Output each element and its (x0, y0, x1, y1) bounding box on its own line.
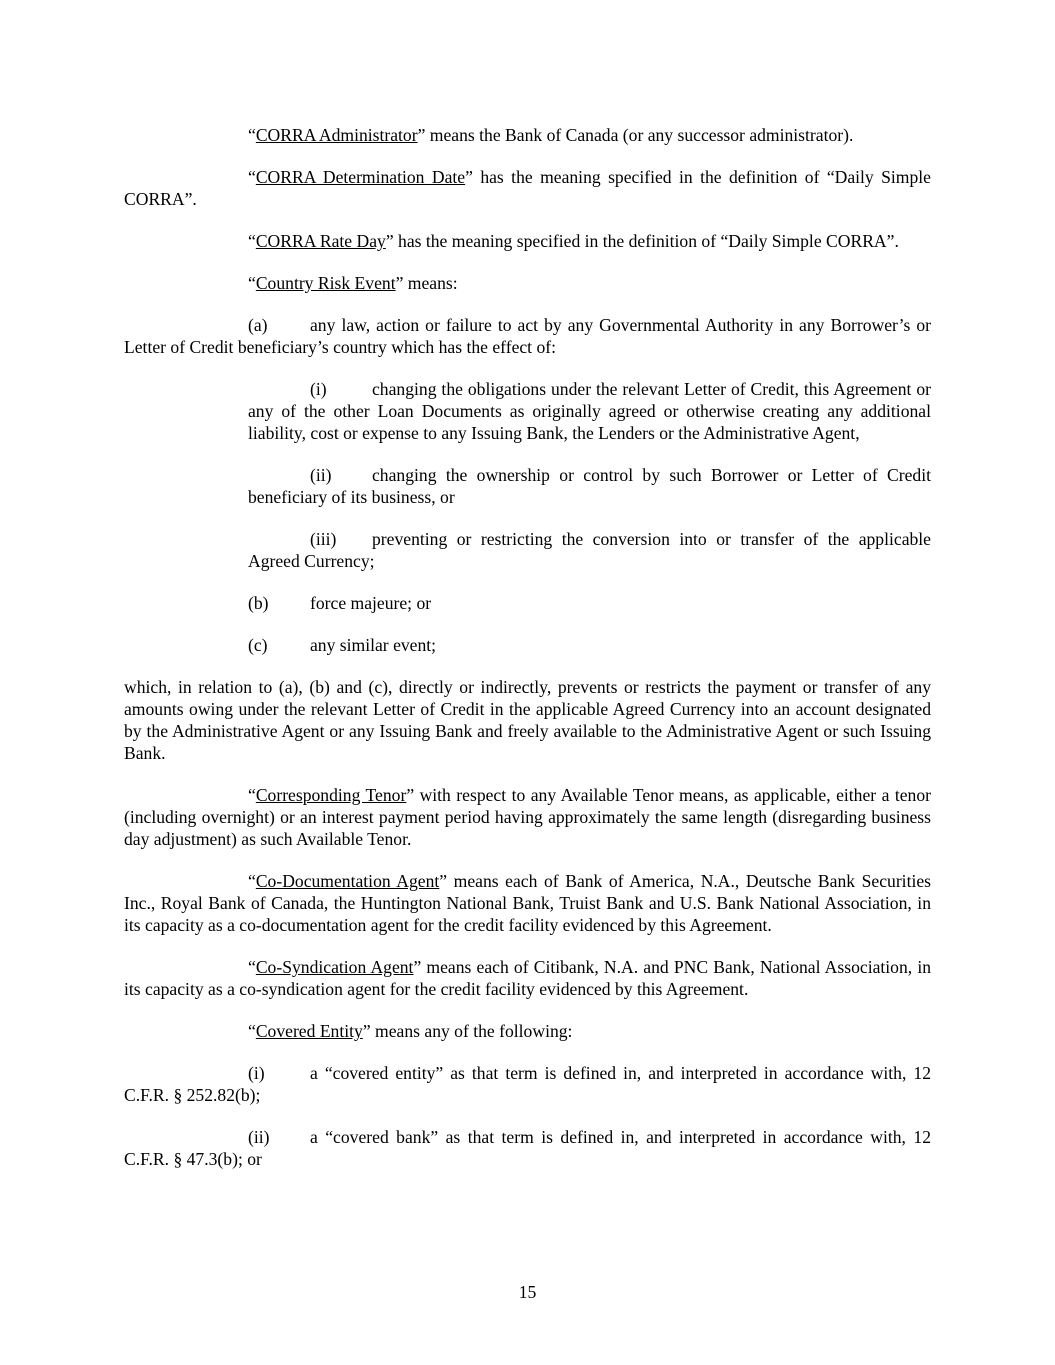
covered-clause-ii: (ii) a “covered bank” as that term is defined in, and interpreted in accordance with, 12 C.F.R. § 47.3(b); or (124, 1127, 931, 1169)
covered-clause-i: (i) a “covered entity” as that term is defined in, and interpreted in accordance with, 12 C.F.R. § 252.82(b); (124, 1063, 931, 1105)
defined-term: Covered Entity (255, 1021, 363, 1041)
clause-label: (i) (310, 379, 327, 399)
clause-a-iii: (iii) preventing or restricting the conversion into or transfer of the applicable Agreed Currency; (248, 529, 931, 571)
defined-term: Country Risk Event (255, 273, 396, 293)
clause-label: (iii) (310, 529, 337, 549)
defined-term: Corresponding Tenor (255, 785, 407, 805)
clause-label: (i) (248, 1063, 265, 1083)
definition-corresponding-tenor: “Corresponding Tenor” with respect to any Available Tenor means, as applicable, either a tenor (including overnight) or an interest payment period having approximately the same length (disregarding business day adjustment) as such Available Tenor. (124, 785, 931, 849)
clause-label: (a) (248, 315, 268, 335)
definition-country-risk-event: “Country Risk Event” means: (248, 273, 458, 293)
defined-term: CORRA Administrator (255, 125, 418, 145)
clause-b: (b) force majeure; or (248, 593, 432, 613)
clause-a-ii: (ii) changing the ownership or control by such Borrower or Letter of Credit beneficiary of its business, or (248, 465, 931, 507)
clause-label: (ii) (310, 465, 332, 485)
clause-c: (c) any similar event; (248, 635, 437, 655)
definition-covered-entity: “Covered Entity” means any of the following: (248, 1021, 573, 1041)
clause-label: (b) (248, 593, 269, 613)
document-page (124, 124, 931, 1190)
definition-corra-rate-day: “CORRA Rate Day” has the meaning specified in the definition of “Daily Simple CORRA”. (248, 231, 899, 251)
page-number: 15 (518, 1282, 537, 1302)
defined-term: CORRA Determination Date (255, 167, 466, 187)
clause-label: (ii) (248, 1127, 270, 1147)
defined-term: Co-Documentation Agent (255, 871, 440, 891)
defined-term: Co-Syndication Agent (255, 957, 414, 977)
clause-label: (c) (248, 635, 268, 655)
clause-which: which, in relation to (a), (b) and (c), directly or indirectly, prevents or restricts the payment or transfer of any amounts owing under the relevant Letter of Credit in the applicable Agreed Currency into an account designated by the Administrative Agent or any Issuing Bank and freely available to the Administrative Agent or such Issuing Bank. (124, 677, 931, 763)
clause-a-i: (i) changing the obligations under the relevant Letter of Credit, this Agreement or any of the other Loan Documents as originally agreed or otherwise creating any additional liability, cost or expense to any Issuing Bank, the Lenders or the Administrative Agent, (248, 379, 931, 443)
definition-co-syndication-agent: “Co-Syndication Agent” means each of Citibank, N.A. and PNC Bank, National Association, in its capacity as a co-syndication agent for the credit facility evidenced by this Agreement. (124, 957, 931, 999)
defined-term: CORRA Rate Day (255, 231, 386, 251)
definition-co-documentation-agent: “Co-Documentation Agent” means each of Bank of America, N.A., Deutsche Bank Securities Inc., Royal Bank of Canada, the Huntington National Bank, Truist Bank and U.S. Bank National Association, in its capacity as a co-documentation agent for the credit facility evidenced by this Agreement. (124, 871, 932, 935)
clause-a: (a) any law, action or failure to act by any Governmental Authority in any Borrower’s or Letter of Credit beneficiary’s country which has the effect of: (124, 315, 931, 357)
definition-corra-administrator: “CORRA Administrator” means the Bank of Canada (or any successor administrator). (248, 125, 854, 145)
definition-corra-determination-date: “CORRA Determination Date” has the meaning specified in the definition of “Daily Simple CORRA”. (124, 167, 931, 209)
